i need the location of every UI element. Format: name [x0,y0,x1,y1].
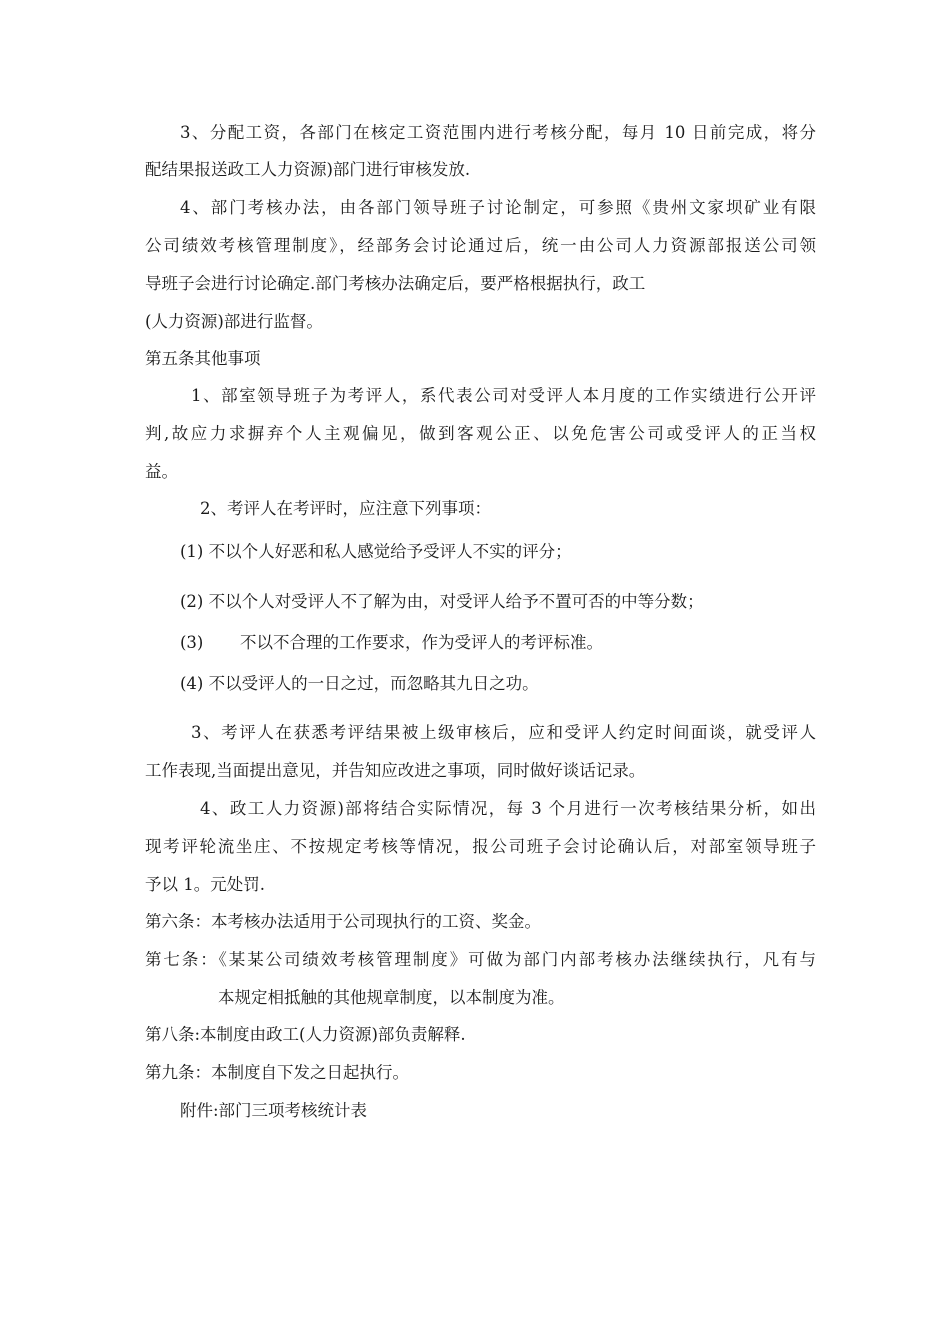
item-3-line-1: 3、考评人在获悉考评结果被上级审核后，应和受评人约定时间面谈，就受评人 [191,723,816,742]
attachment-note: 附件:部门三项考核统计表 [180,1101,368,1120]
article-5-heading: 第五条其他事项 [145,349,261,368]
item-2-sub-3-text: 不以不合理的工作要求，作为受评人的考评标准。 [240,633,603,652]
article-6: 第六条：本考核办法适用于公司现执行的工资、奖金。 [145,912,541,931]
item-1-line-2: 判,故应力求摒弃个人主观偏见，做到客观公正、以免危害公司或受评人的正当权 [145,424,816,443]
clause-3-4-line-2: 公司绩效考核管理制度》，经部务会讨论通过后，统一由公司人力资源部报送公司领 [145,236,816,255]
item-3-line-2: 工作表现,当面提出意见，并告知应改进之事项，同时做好谈话记录。 [145,761,646,780]
item-2-sub-4: (4) 不以受评人的一日之过，而忽略其九日之功。 [180,674,539,693]
clause-3-3-line-2: 配结果报送政工人力资源)部门进行审核发放. [145,160,471,179]
item-2-sub-1: (1) 不以个人好恶和私人感觉给予受评人不实的评分； [180,542,572,561]
clause-3-4-line-1: 4、部门考核办法，由各部门领导班子讨论制定，可参照《贵州文家坝矿业有限 [180,198,816,217]
item-2-intro: 2、考评人在考评时，应注意下列事项： [200,499,491,518]
item-4-line-3: 予以 1。元处罚. [145,875,265,894]
article-8: 第八条:本制度由政工(人力资源)部负责解释. [145,1025,466,1044]
clause-3-4-line-3: 导班子会进行讨论确定.部门考核办法确定后，要严格根据执行，政工 [145,274,646,293]
article-9: 第九条：本制度自下发之日起执行。 [145,1063,409,1082]
article-7-line-2: 本规定相抵触的其他规章制度，以本制度为准。 [218,988,565,1007]
item-1-line-1: 1、部室领导班子为考评人，系代表公司对受评人本月度的工作实绩进行公开评 [191,386,816,405]
clause-3-3-line-1: 3、分配工资，各部门在核定工资范围内进行考核分配，每月 10 日前完成，将分 [180,123,816,142]
article-7-line-1: 第七条：《某某公司绩效考核管理制度》可做为部门内部考核办法继续执行，凡有与 [145,950,816,969]
item-1-line-3: 益。 [145,462,178,481]
item-4-line-1: 4、政工人力资源)部将结合实际情况，每 3 个月进行一次考核结果分析，如出 [200,799,816,818]
clause-3-4-line-4: (人力资源)部进行监督。 [145,312,323,331]
item-4-line-2: 现考评轮流坐庄、不按规定考核等情况，报公司班子会讨论确认后，对部室领导班子 [145,837,816,856]
item-2-sub-2: (2) 不以个人对受评人不了解为由，对受评人给予不置可否的中等分数； [180,592,704,611]
item-2-sub-3-number: (3) [180,633,204,652]
